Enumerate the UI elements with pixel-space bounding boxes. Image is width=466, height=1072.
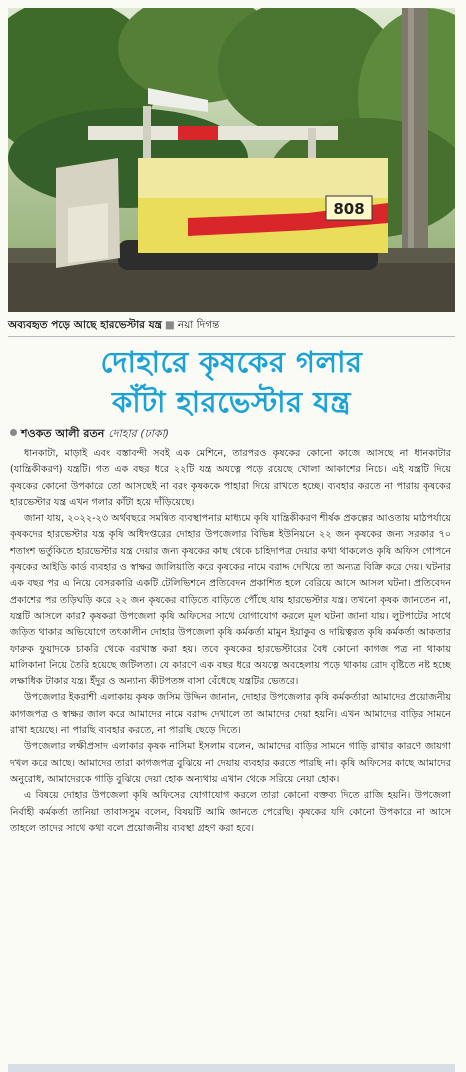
headline [8,342,455,422]
paragraph: জানা যায়, ২০২২-২৩ অর্থবছরে সমন্বিত ব্যবস্থাপনার মাধ্যমে কৃষি যান্ত্রিকীকরণ শীর্ষক প্রকল্পের আওতায় মাঠপর্যায়ে কৃষকদের হারভেস্টার যন্ত্র কৃষি অধিদপ্তরের দোহার উপজেলার বিভিন্ন ইউনিয়নে ২২ জন কৃষকের জন্য সরকার ৭০ শতাংশ ভর্তুকিতে হারভেস্টার যন্ত্র দেয়ার জন্য কৃষকের কাছ থেকে চাহিদাপত্র দেয়ার কথা থাকলেও কৃষি অফিস গোপনে কৃষকের আইডি কার্ড ব্যবহার ও স্বাক্ষর জালিয়াতি করে কৃষকের নামে বরাদ্দ দেখিয়ে তা অন্যত্র বিক্রি করে দেয়। ঘটনার এক বছর পর এ নিয়ে বেসরকারি একটি টেলিভিশনে প্রতিবেদন প্রকাশিত হলে বেরিয়ে আসে আসল ঘটনা। প্রতিবেদন প্রকাশের পর তড়িঘড়ি করে ২২ জন কৃষকের বাড়িতে বাড়িতে পৌঁছে যায় হারভেস্টার যন্ত্র। তখনো কৃষক জানতেন না, যন্ত্রটি আসলে কার? কৃষকরা উপজেলা কৃষি অফিসের সাথে যোগাযোগ করলে মূল ঘটনা জানা যায়। লুটপাটের সাথে জড়িত থাকার অভিযোগে তৎকালীন দোহার উপজেলা কৃষি কর্মকর্তা মামুন ইয়াকুব ও দায়িত্বরত কৃষি কর্মকর্তা আকতার ফারুক ফুয়াদকে চাকরি থেকে বরখাস্ত করা হয়। তবে কৃষকের হারভেস্টারের বৈধ কোনো কাগজ পত্র না থাকায় মালিকানা নিয়ে তৈরি হয়েছে জটিলতা। যে কারণে এক বছর ধরে অযত্নে অবহেলায় পড়ে থাকায় রোদ বৃষ্টিতে নষ্ট হচ্ছে লক্ষাধিক টাকার যন্ত্র। ইঁদুর ও অন্যান্য কীটপতঙ্গ বাসা বেঁধেছে যন্ত্রটির ভেতরে। [10,513,451,688]
paragraph: উপজেলার লক্ষীপ্রসাদ এলাকার কৃষক নাসিমা ইসলাম বলেন, আমাদের বাড়ির সামনে গাড়ি রাখার কারণে জায়গা দখল করে আছে। আমাদের তারা কাগজপত্র বুঝিয়ে না দেয়ায় ব্যবহার করতে পারছি না। কৃষি অফিসের কাছে আমাদের অনুরোধ, আমাদেরকে গাড়ি বুঝিয়ে দেয়া হোক অন্যথায় এখান থেকে সরিয়ে নেয়া হোক। [10,741,451,785]
dateline: দোহার (ঢাকা) [108,427,170,440]
photo-caption [8,318,455,332]
caption-separator: ■ [164,319,175,331]
paragraph: ধানকাটা, মাড়াই এবং বস্তাবন্দী সবই এক মেশিনে, তারপরও কৃষকের কোনো কাজে আসছে না ধানকাটার (যান্ত্রিকীকরণ) যন্ত্রটি। গত এক বছর ধরে ২২টি যন্ত্র অযত্নে পড়ে রয়েছে খোলা আকাশের নিচে। এই যন্ত্রটি দিয়ে কৃষকের কোনো উপকারে তো আসছেই না বরং কৃষককে পাহারা দিয়ে রাখতে হচ্ছে। ব্যবহার করতে না পারায় কৃষকের হারভেস্টার যন্ত্র এখন গলার কাঁটা হয়ে দাঁড়িয়েছে। [10,448,451,508]
machine-number: 808 [333,200,365,218]
harvester-photo [8,8,455,312]
byline [10,426,450,442]
article-body [10,446,451,1062]
bullet-icon [10,429,17,436]
headline-line-1: দোহারে কৃষকের গলার [100,345,363,379]
caption-source: নয়া দিগন্ত [177,319,220,331]
bottom-border [8,1064,455,1072]
headline-line-2: কাঁটা হারভেস্টার যন্ত্র [112,385,351,419]
paragraph: উপজেলার ইকরাশী এলাকায় কৃষক জসিম উদ্দিন জানান, দোহার উপজেলার কৃষি কর্মকর্তারা আমাদের প্রয়োজনীয় কাগজপত্র ও স্বাক্ষর জাল করে আমাদের নামে বরাদ্দ দেখালে তা আমাদের দেয়া হয়নি। এখন আমাদের বাড়ির সামনে রাখা হয়েছে। না পারছি ব্যবহার করতে, না পারছি ছেড়ে দিতে। [10,692,451,737]
author-name: শওকত আলী রতন [21,427,105,440]
divider [8,336,455,337]
caption-text: অব্যবহৃত পড়ে আছে হারভেস্টার যন্ত্র [8,319,162,331]
paragraph: এ বিষয়ে দোহার উপজেলা কৃষি অফিসের যোগাযোগ করলে তারা কোনো বক্তব্য দিতে রাজি হয়নি। উপজেলা নির্বাহী কর্মকর্তা তানিয়া তাবাসসুম বলেন, বিষয়টি আমি জানতে পেরেছি। কৃষকের যদি কোনো উপকারে না আসে তাহলে তাদের সাথে কথা বলে প্রয়োজনীয় ব্যবস্থা গ্রহণ করা হবে। [10,790,451,834]
